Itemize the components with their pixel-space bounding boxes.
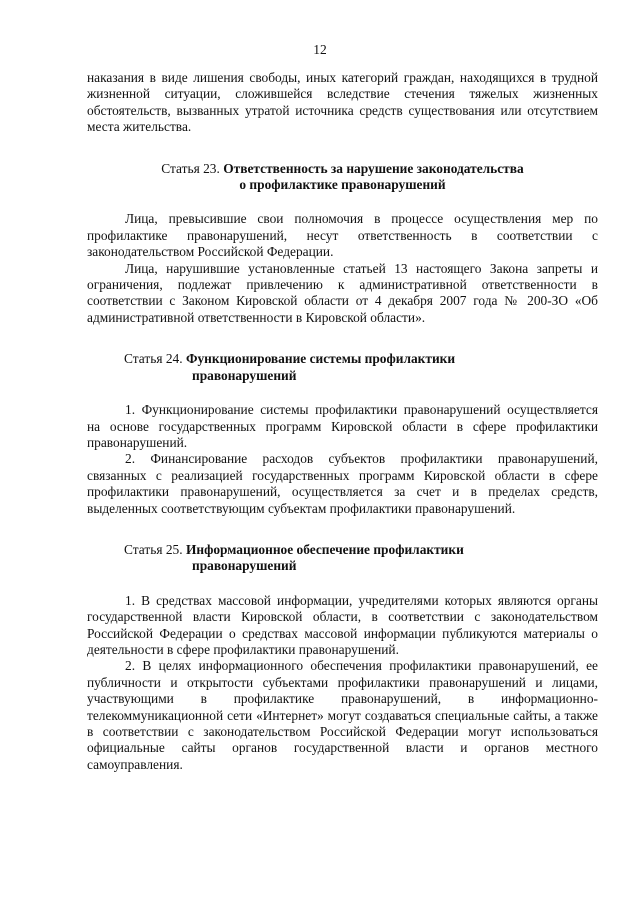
- article-25-paragraph-1: 1. В средствах массовой информации, учредителями которых являются органы государственной власти Кировской области, в соответствии с законодательством Российской Федерации о средствах массовой информации публикуются материалы о деятельности в сфере профилактики правонарушений.: [87, 592, 598, 657]
- document-body: [87, 70, 598, 773]
- article-23-label: Статья 23.: [161, 160, 220, 176]
- article-24-title-line2: правонарушений: [192, 367, 297, 383]
- article-24-paragraph-1: 1. Функционирование системы профилактики правонарушений осуществляется на основе государственных программ Кировской области в сфере профилактики правонарушений.: [87, 402, 598, 450]
- article-25-title-line2: правонарушений: [192, 558, 297, 574]
- article-25-heading: [87, 542, 598, 575]
- page-number: 12: [313, 42, 327, 57]
- article-24-heading: [87, 351, 598, 384]
- article-23-title-line1: Ответственность за нарушение законодательства: [223, 160, 524, 176]
- article-23-paragraph-1: Лица, превысившие свои полномочия в процессе осуществления мер по профилактике правонарушений, несут ответственность в соответствии с законодательством Российской Федерации.: [87, 211, 598, 260]
- intro-paragraph: наказания в виде лишения свободы, иных категорий граждан, находящихся в трудной жизненной ситуации, сложившейся вследствие стечения тяжелых жизненных обстоятельств, вызванных утратой источника средств существования или отсутствием места жительства.: [87, 70, 598, 135]
- article-24-paragraph-2: 2. Финансирование расходов субъектов профилактики правонарушений, связанных с реализацией государственных программ Кировской области в сфере профилактики правонарушений, осуществляется за счет и в пределах средств, выделенных соответствующим субъектам профилактики правонарушений.: [87, 451, 598, 516]
- article-25-label: Статья 25.: [124, 541, 183, 557]
- article-24-label: Статья 24.: [124, 351, 183, 367]
- article-23-heading: [87, 161, 598, 194]
- article-25-title-line1: Информационное обеспечение профилактики: [185, 541, 464, 557]
- article-23-title-line2: о профилактике правонарушений: [239, 177, 446, 193]
- article-24-title-line1: Функционирование системы профилактики: [185, 351, 456, 367]
- article-23-paragraph-2: Лица, нарушившие установленные статьей 13 настоящего Закона запреты и ограничения, подлежат привлечению к административной ответственности в соответствии с Законом Кировской области от 4 декабря 2007 года № 200-ЗО «Об административной ответственности в Кировской области».: [87, 260, 598, 325]
- article-25-paragraph-2: 2. В целях информационного обеспечения профилактики правонарушений, ее публичности и открытости субъектами профилактики правонарушений и лицами, участвующими в профилактике правонарушений, в информационно-телекоммуникационной сети «Интернет» могут создаваться специальные сайты, а также в соответствии с законодательством Российской Федерации могут использоваться официальные сайты органов государственной власти и органов местного самоуправления.: [87, 658, 598, 772]
